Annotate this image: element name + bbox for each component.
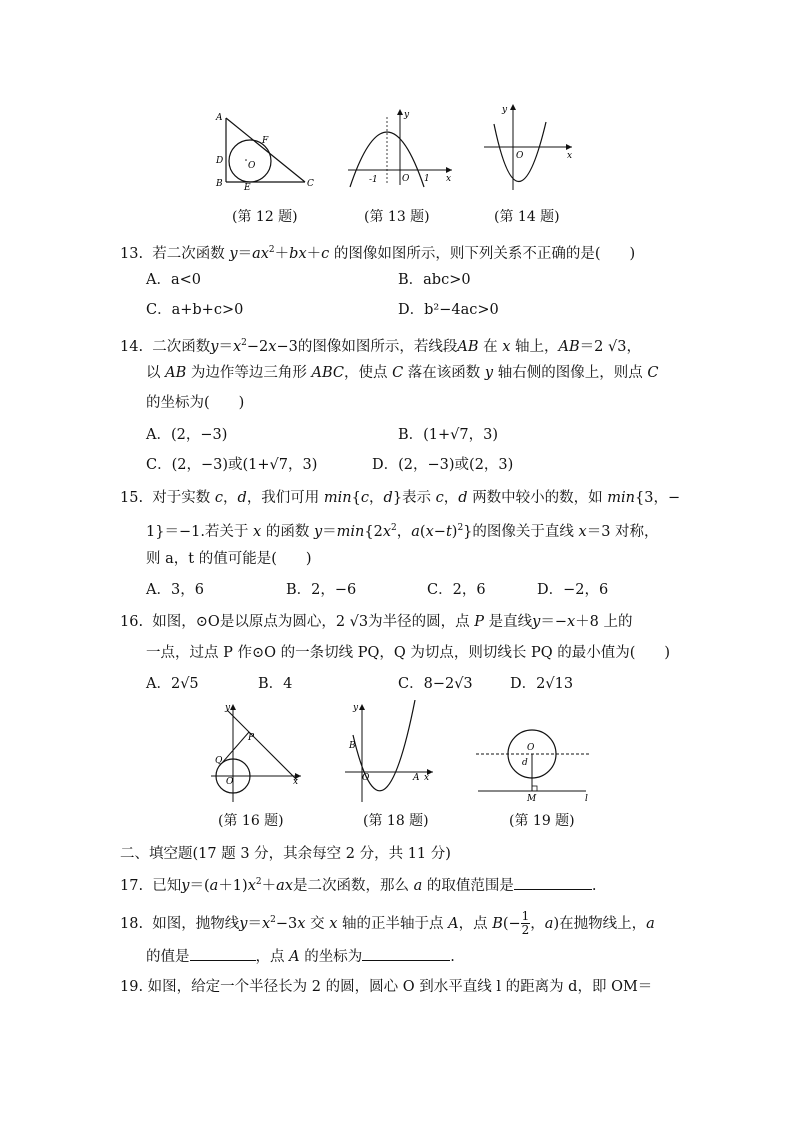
option-14-C[interactable]: C．(2，−3)或(1+√7，3) bbox=[146, 457, 318, 473]
question-14-line1: 14. 二次函数$y=x^2-2x-3$的图像如图所示，若线段AB 在 x 轴上，AB＝2 √3， bbox=[120, 338, 641, 355]
fraction-half: $\frac{1}{2}$ bbox=[521, 909, 530, 938]
caption-16: (第 16 题) bbox=[218, 813, 284, 829]
question-17: 17. 已知$y=(a+1)x^2+ax$是二次函数，那么 a 的取值范围是 . bbox=[120, 872, 596, 896]
origin: O bbox=[226, 777, 234, 787]
axis-y: y bbox=[225, 703, 231, 713]
axis-x: x bbox=[567, 151, 573, 161]
label-O: O bbox=[248, 161, 256, 171]
axis-y: y bbox=[353, 703, 359, 713]
label-P: P bbox=[248, 733, 255, 743]
caption-14: (第 14 题) bbox=[494, 209, 560, 225]
origin: O bbox=[516, 151, 524, 161]
question-16-line1: 16. 如图，⊙O是以原点为圆心，2 √3为半径的圆，点 P 是直线y＝−x＋8 上的 bbox=[120, 614, 633, 630]
option-15-A[interactable]: A．3，6 bbox=[146, 582, 204, 598]
label-Q: Q bbox=[215, 756, 223, 766]
option-14-D[interactable]: D．(2，−3)或(2，3) bbox=[372, 457, 514, 473]
tick-1: 1 bbox=[424, 174, 430, 184]
label-O: O bbox=[527, 743, 535, 753]
option-14-B[interactable]: B．(1+√7，3) bbox=[398, 427, 499, 443]
question-14-line3: 的坐标为( ) bbox=[146, 395, 245, 411]
origin: O bbox=[402, 174, 410, 184]
option-13-D[interactable]: D．b²−4ac>0 bbox=[398, 302, 499, 318]
question-13: 13. 若二次函数 $y=ax^2+bx+c$ 的图像如图所示，则下列关系不正确的是( ) bbox=[120, 245, 636, 262]
option-15-B[interactable]: B．2，−6 bbox=[286, 582, 357, 598]
figure-13 bbox=[340, 105, 460, 190]
question-18-line1: 18. 如图，抛物线$y=x^2-3x$ 交 x 轴的正半轴于点 A，点 B(− $\frac{1}{2}$ ，a)在抛物线上，a bbox=[120, 909, 655, 938]
section-2-heading: 二、填空题(17 题 3 分，其余每空 2 分，共 11 分) bbox=[120, 846, 451, 862]
question-15-line2: 1}＝−1.若关于 x 的函数 $y=\min\{2x^2$，$a(x-t)^2$}的图像关于直线 x＝3 对称， bbox=[146, 523, 659, 540]
axis-y: y bbox=[404, 110, 410, 120]
question-15-line3: 则 a，t 的值可能是( ) bbox=[146, 551, 312, 567]
tick-neg1: -1 bbox=[369, 175, 378, 185]
label-d: d bbox=[522, 758, 528, 768]
label-F: F bbox=[262, 136, 269, 146]
option-14-A[interactable]: A．(2，−3) bbox=[146, 427, 228, 443]
option-16-A[interactable]: A．2√5 bbox=[146, 676, 199, 692]
axis-x: x bbox=[446, 174, 452, 184]
caption-18: (第 18 题) bbox=[363, 813, 429, 829]
question-19: 19. 如图，给定一个半径长为 2 的圆，圆心 O 到水平直线 l 的距离为 d，即 OM＝ bbox=[120, 979, 653, 995]
option-15-C[interactable]: C．2，6 bbox=[427, 582, 486, 598]
figure-12 bbox=[210, 108, 325, 193]
figure-14 bbox=[480, 100, 580, 195]
label-A: A bbox=[413, 773, 420, 783]
origin: O bbox=[362, 773, 370, 783]
label-C: C bbox=[307, 179, 314, 189]
figure-18 bbox=[343, 700, 443, 805]
option-13-B[interactable]: B．abc>0 bbox=[398, 272, 471, 288]
caption-13: (第 13 题) bbox=[364, 209, 430, 225]
label-D: D bbox=[216, 156, 224, 166]
label-A: A bbox=[216, 113, 223, 123]
answer-blank-18a[interactable] bbox=[190, 946, 256, 961]
option-16-D[interactable]: D．2√13 bbox=[510, 676, 574, 692]
option-13-A[interactable]: A．a<0 bbox=[146, 272, 201, 288]
option-15-D[interactable]: D．−2，6 bbox=[537, 582, 609, 598]
question-18-line2: 的值是 ，点 A 的坐标为 . bbox=[146, 946, 455, 967]
label-E: E bbox=[244, 183, 251, 193]
question-15-line1: 15. 对于实数 c，d，我们可用 min{c，d}表示 c，d 两数中较小的数，如 min{3，− bbox=[120, 490, 681, 506]
figure-16 bbox=[205, 700, 305, 805]
option-16-C[interactable]: C．8−2√3 bbox=[398, 676, 473, 692]
caption-12: (第 12 题) bbox=[232, 209, 298, 225]
figure-19 bbox=[472, 720, 597, 805]
question-16-line2: 一点，过点 P 作⊙O 的一条切线 PQ，Q 为切点，则切线长 PQ 的最小值为( ) bbox=[146, 645, 671, 661]
label-l: l bbox=[585, 794, 588, 804]
label-B: B bbox=[216, 179, 223, 189]
label-M: M bbox=[527, 794, 537, 804]
caption-19: (第 19 题) bbox=[509, 813, 575, 829]
axis-x: x bbox=[424, 773, 430, 783]
option-16-B[interactable]: B．4 bbox=[258, 676, 293, 692]
option-13-C[interactable]: C．a+b+c>0 bbox=[146, 302, 244, 318]
axis-y: y bbox=[502, 105, 508, 115]
answer-blank-18b[interactable] bbox=[362, 946, 450, 961]
question-14-line2: 以 AB 为边作等边三角形 ABC，使点 C 落在该函数 y 轴右侧的图像上，则点 C bbox=[146, 365, 659, 381]
axis-x: x bbox=[293, 777, 299, 787]
answer-blank-17[interactable] bbox=[514, 875, 592, 890]
label-B: B bbox=[349, 741, 356, 751]
